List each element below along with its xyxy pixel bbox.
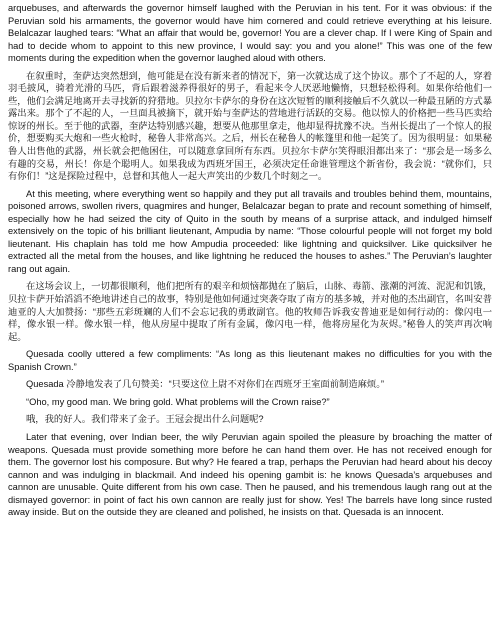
paragraph-en: At this meeting, where everything went so happily and they put all travails and troubles behind them, mountains, poisoned arrows, swollen rivers, quagmires and hunger, Belalcazar began to prate and recount something of himself, especially how he had seized the city of Quito in the south by means of a surprise attack, and indulged himself extensively on the topic of his brilliant lieutenant, Ampudia by name: “Those colourful people will not forget my bold lieutenant. His chaplain has told me how Ampudia proceeded: like lightning and quicksilver. Like quicksilver he extracted all the metal from the houses, and like lightning he reduced the houses to ashes.” The Peruvian’s laughter rang out again. [8, 188, 492, 274]
paragraph-zh: Quesada 冷静地发表了几句赞美：“只要这位上尉不对你们在西班牙王室面前制造麻烦。” [26, 379, 384, 390]
paragraph-zh: 在这场会议上，一切都很顺利，他们把所有的艰辛和烦恼都抛在了脑后，山脉、毒箭、涨潮的河流、泥泥和饥饿，贝拉卡萨开始滔滔不绝地讲述自己的故事，特别是他如何通过突袭夺取了南方的基多城，并对他的杰出副官，名叫安普迪亚的人大加赞扬：“那些五彩斑斓的人们不会忘记我的勇敢副官。他的牧师告诉我安普迪亚是如何行动的：像闪电一样，像水银一样。像水银一样，他从房屋中提取了所有金属，像闪电一样，他将房屋化为灰烬。”秘鲁人的笑声再次响起。 [8, 281, 492, 342]
paragraph-en: “Oho, my good man. We bring gold. What problems will the Crown raise?” [26, 396, 330, 407]
paragraph-en: arquebuses, and afterwards the governor himself laughed with the Peruvian in his tent. For it was obvious: if the Peruvian sold his armaments, the governor would have him cornered and could retrieve everything at his leisure. Belalcazar laughed tears: “What an affair that would be, governor! You are a clever chap. If I were King of Spain and had to decide whom to appoint to this new province, I would say: you and you alone!” This was one of the few moments during the expedition when the governor laughed aloud with others. [8, 3, 492, 64]
paragraph-zh: 在叙重时，奎萨达突然想到，他可能是在没有新来者的情况下，第一次就达成了这个协议。那个了不起的人，穿着羽毛披风，骑着光滑的马匹，背后跟着滋养得很好的男子，看起来令人厌恶地懒惰，只想轻松得利。如果你给他们一些，他们会满足地离开去寻找新的狩猎地。贝拉尔卡萨尔的身份在这次短暂的顺利接触后不久就以一种最丑陋的方式暴露出来。那个了不起的人，一旦面具被摘下，就开始与奎萨达的营地进行活跃的交易。他以惊人的价格把一些马匹卖给惊讶的州长。至于他的武器，奎萨达特别感兴趣，想要从他那里拿走，他却显得扰豫不决。当州长提出了一个惊人的报价，想要购买大炮和一些火枪时，秘鲁人非常高兴。之后，州长在秘鲁人的帐篷里和他一起笑了。因为很明显：如果秘鲁人出售他的武器，州长就会把他困住，可以随意拿回所有东西。贝拉尔卡萨尔笑得眼泪都出来了：“那会是一场多么有趣的交易，州长！你是个聪明人。如果我成为西班牙国王，必须决定任命谁管理这个新省份，我会说：“就你们，只有你们！”这是探险过程中，总督和其他人一起大声笑出的少数几个时刻之一。 [8, 70, 492, 182]
paragraph-zh: 哦，我的好人。我们带来了金子。王冠会提出什么问题呢? [26, 414, 264, 425]
paragraph-en: Quesada coolly uttered a few compliments: “As long as this lieutenant makes no difficulties for you with the Spanish Crown.” [8, 349, 492, 372]
paragraph-en: Later that evening, over Indian beer, the wily Peruvian again spoiled the pleasure by broaching the matter of weapons. Quesada must provide something more before he can hand them over. He has not received enough for them. The governor lost his composure. But why? He feared a trap, perhaps the Peruvian had heard about his decoy cannon and was indulging in blackmail. And indeed his opening gambit is: he knows Quesada’s arquebuses and cannon are unusable. Quite different from his own case. Then he paused, and his tremendous laugh rang out at the dismayed governor: in point of fact his own cannon are really just for show. Yes! The barrels have long since rusted away inside. But on the outside they are cleaned and polished, he insists on that. Quesada is an innocent. [8, 431, 492, 518]
